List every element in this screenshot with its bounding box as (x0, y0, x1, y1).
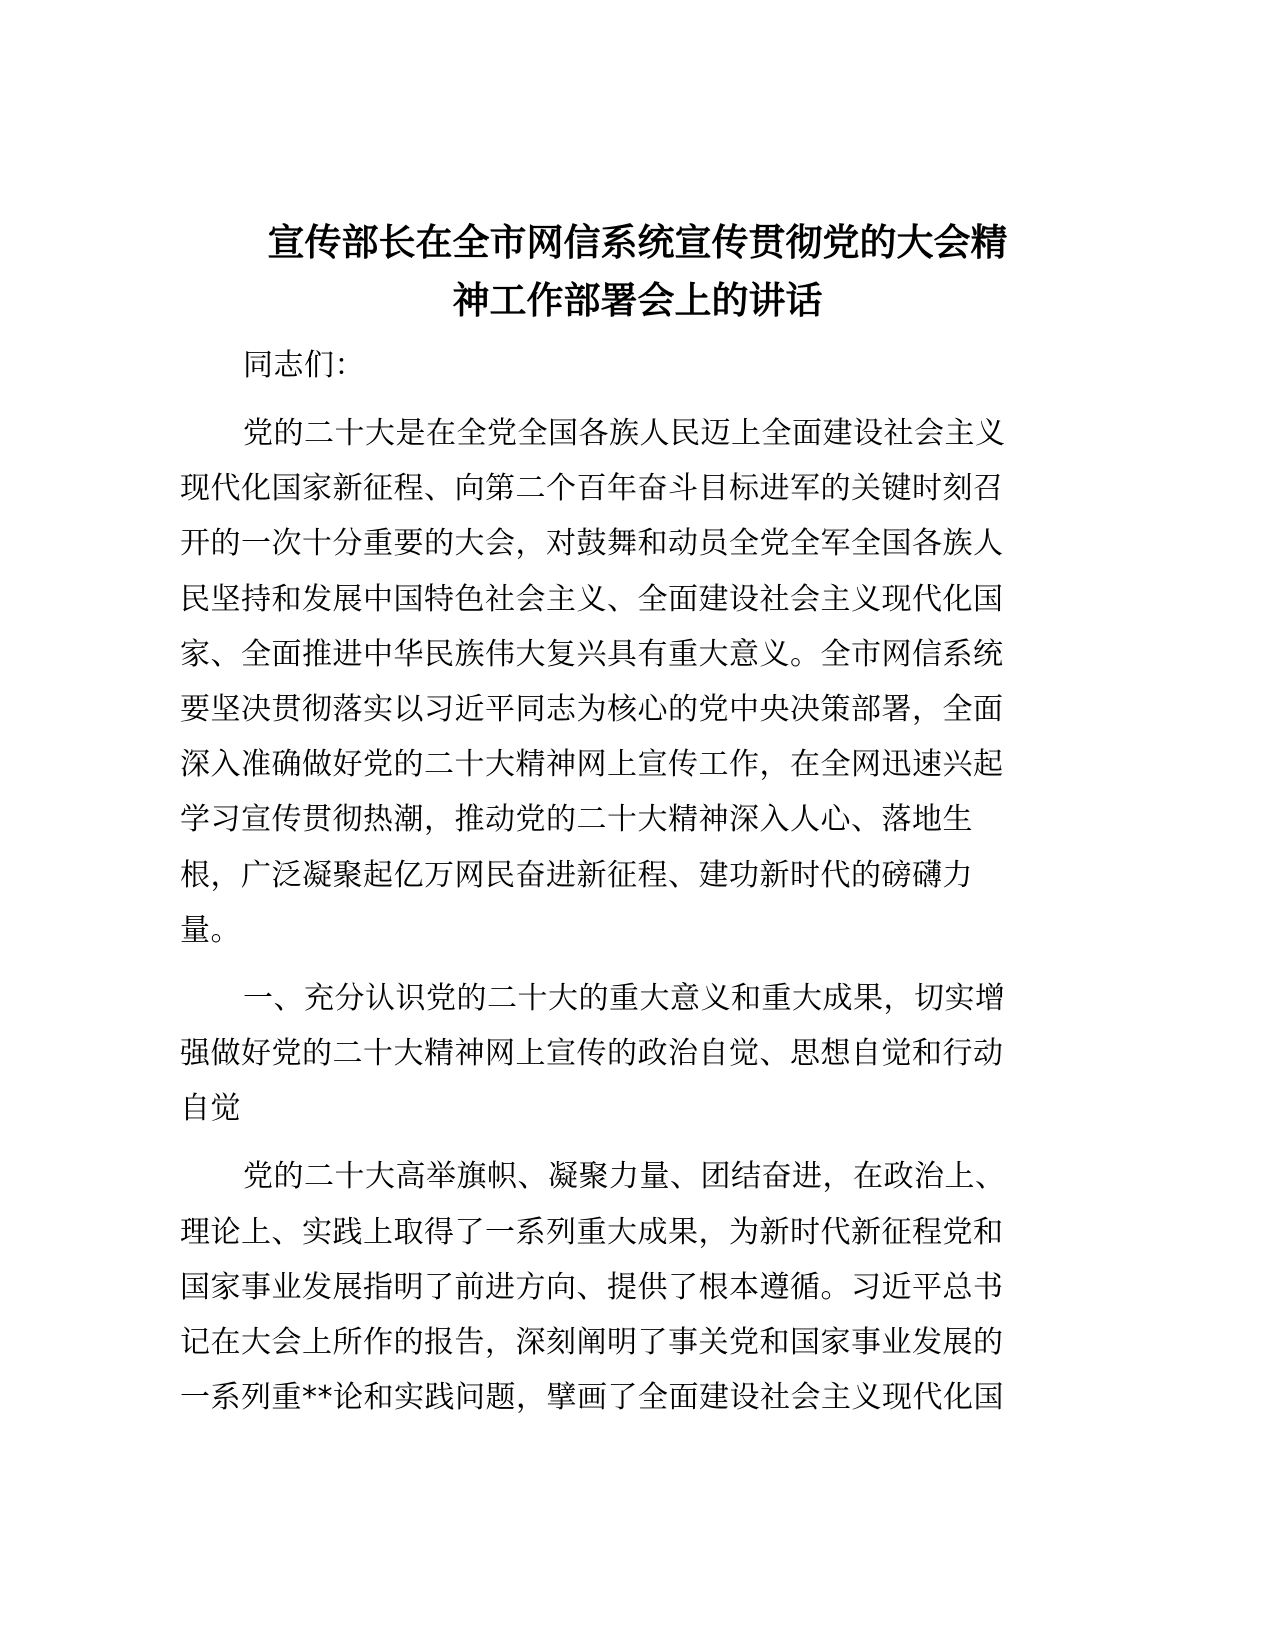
paragraph-line: 现代化国家新征程、向第二个百年奋斗目标进军的关键时刻召 (180, 471, 1004, 506)
document-title (0, 214, 1275, 330)
paragraph-line: 理论上、实践上取得了一系列重大成果，为新时代新征程党和 (180, 1215, 1004, 1250)
paragraph-line: 党的二十大是在全党全国各族人民迈上全面建设社会主义 (243, 416, 1006, 451)
paragraph-line: 学习宣传贯彻热潮，推动党的二十大精神深入人心、落地生 (180, 802, 973, 837)
paragraph-line: 民坚持和发展中国特色社会主义、全面建设社会主义现代化国 (180, 582, 1004, 617)
paragraph-line: 一、充分认识党的二十大的重大意义和重大成果，切实增 (243, 981, 1006, 1016)
paragraph-line: 党的二十大高举旗帜、凝聚力量、团结奋进，在政治上、 (243, 1159, 1006, 1194)
paragraph-line: 记在大会上所作的报告，深刻阐明了事关党和国家事业发展的 (180, 1325, 1004, 1360)
salutation: 同志们： (243, 348, 365, 383)
paragraph-line: 家、全面推进中华民族伟大复兴具有重大意义。全市网信系统 (180, 637, 1004, 672)
paragraph-line: 一系列重**论和实践问题，擘画了全面建设社会主义现代化国 (180, 1380, 1004, 1415)
title-line-2: 神工作部署会上的讲话 (452, 279, 823, 322)
paragraph-line: 要坚决贯彻落实以习近平同志为核心的党中央决策部署，全面 (180, 692, 1004, 727)
title-line-1: 宣传部长在全市网信系统宣传贯彻党的大会精 (267, 221, 1008, 264)
paragraph-line: 深入准确做好党的二十大精神网上宣传工作，在全网迅速兴起 (180, 747, 1004, 782)
paragraph-line: 国家事业发展指明了前进方向、提供了根本遵循。习近平总书 (180, 1270, 1004, 1305)
paragraph-line: 开的一次十分重要的大会，对鼓舞和动员全党全军全国各族人 (180, 526, 1004, 561)
paragraph-line: 量。 (180, 913, 241, 948)
paragraph-line: 强做好党的二十大精神网上宣传的政治自觉、思想自觉和行动 (180, 1036, 1004, 1071)
paragraph-line: 根，广泛凝聚起亿万网民奋进新征程、建功新时代的磅礴力 (180, 858, 973, 893)
paragraph-line: 自觉 (180, 1091, 241, 1126)
